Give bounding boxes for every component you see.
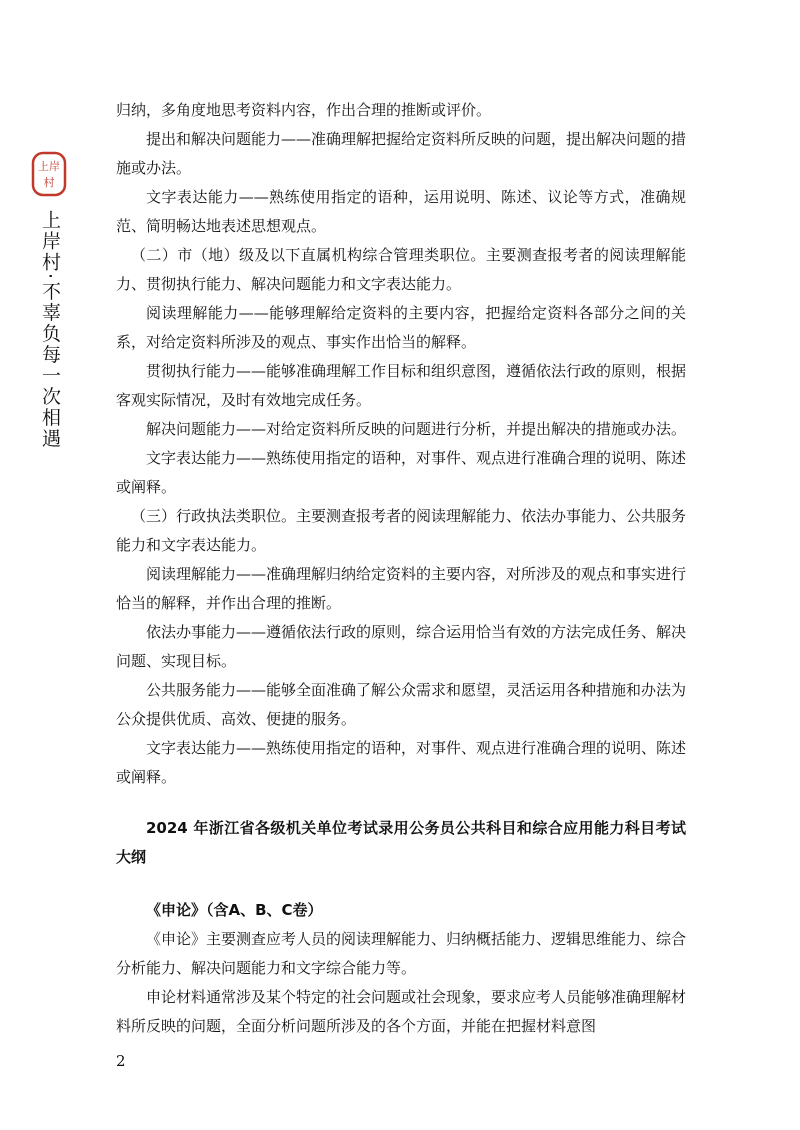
paragraph: （二）市（地）级及以下直属机构综合管理类职位。主要测查报考者的阅读理解能力、贯彻执行能力、解决问题能力和文字表达能力。 bbox=[116, 246, 686, 293]
paragraph: 依法办事能力——遵循依法行政的原则，综合运用恰当有效的方法完成任务、解决问题、实现目标。 bbox=[116, 623, 687, 670]
paragraph: 贯彻执行能力——能够准确理解工作目标和组织意图，遵循依法行政的原则，根据客观实际情况，及时有效地完成任务。 bbox=[116, 362, 687, 409]
paragraph: 阅读理解能力——准确理解归纳给定资料的主要内容，对所涉及的观点和事实进行恰当的解释，并作出合理的推断。 bbox=[116, 565, 687, 612]
paragraph: 公共服务能力——能够全面准确了解公众需求和愿望，灵活运用各种措施和办法为公众提供优质、高效、便捷的服务。 bbox=[116, 681, 687, 728]
paragraph: 文字表达能力——熟练使用指定的语种，运用说明、陈述、议论等方式，准确规范、简明畅达地表述思想观点。 bbox=[116, 188, 686, 235]
exam-title: 《申论》（含A、B、C卷） bbox=[146, 901, 323, 919]
paragraph: 解决问题能力——对给定资料所反映的问题进行分析，并提出解决的措施或办法。 bbox=[146, 420, 687, 438]
paragraph: 《申论》主要测查应考人员的阅读理解能力、归纳概括能力、逻辑思维能力、综合分析能力、解决问题能力和文字综合能力等。 bbox=[116, 930, 687, 977]
paragraph: 归纳，多角度地思考资料内容，作出合理的推断或评价。 bbox=[116, 101, 492, 119]
side-slogan: 上岸村·不辜负每一次相遇 bbox=[39, 210, 61, 450]
paragraph: 提出和解决问题能力——准确理解把握给定资料所反映的问题，提出解决问题的措施或办法。 bbox=[116, 130, 687, 177]
paragraph: （三）行政执法类职位。主要测查报考者的阅读理解能力、依法办事能力、公共服务能力和文字表达能力。 bbox=[116, 507, 687, 554]
paragraph: 申论材料通常涉及某个特定的社会问题或社会现象，要求应考人员能够准确理解材料所反映的问题，全面分析问题所涉及的各个方面，并能在把握材料意图 bbox=[116, 988, 687, 1035]
paragraph: 文字表达能力——熟练使用指定的语种，对事件、观点进行准确合理的说明、陈述或阐释。 bbox=[116, 449, 687, 496]
page-number: 2 bbox=[116, 1052, 126, 1070]
seal-icon bbox=[30, 150, 68, 198]
section-title: 2024 年浙江省各级机关单位考试录用公务员公共科目和综合应用能力科目考试大纲 bbox=[116, 819, 686, 866]
paragraph: 文字表达能力——熟练使用指定的语种，对事件、观点进行准确合理的说明、陈述或阐释。 bbox=[116, 739, 687, 786]
logo-text-bottom: 村 bbox=[43, 176, 55, 189]
logo-seal bbox=[30, 150, 68, 198]
document-body bbox=[116, 96, 686, 1041]
logo-text-top: 上岸 bbox=[38, 160, 60, 173]
paragraph: 阅读理解能力——能够理解给定资料的主要内容，把握给定资料各部分之间的关系，对给定资料所涉及的观点、事实作出恰当的解释。 bbox=[116, 304, 686, 351]
